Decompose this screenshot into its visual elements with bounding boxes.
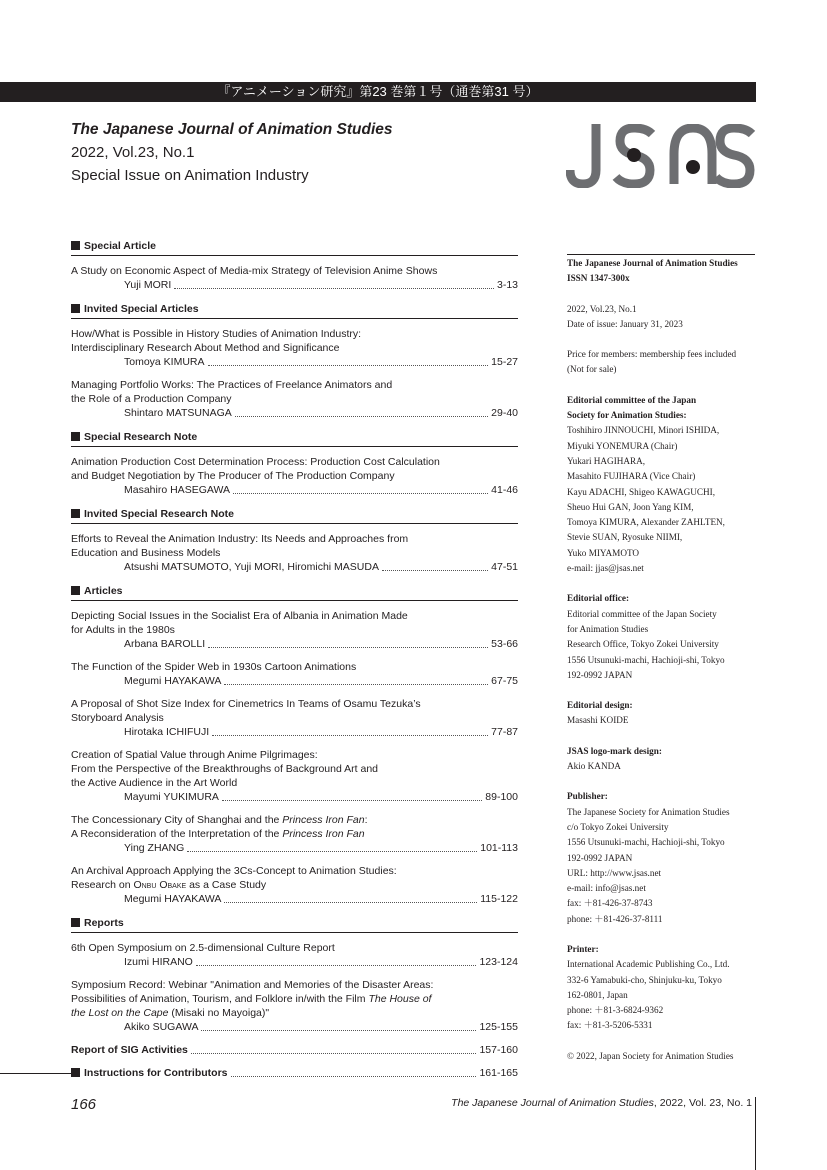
entry-pages: 53-66 [491,638,518,650]
entry-title: Research on Onbu Obake as a Case Study [71,879,267,891]
entry-title: Efforts to Reveal the Animation Industry: Its Needs and Approaches from [71,533,409,545]
entry-author: Megumi HAYAKAWA [124,675,222,687]
committee-heading: Editorial committee of the Japan [567,394,697,405]
entry-pages: 161-165 [479,1067,518,1079]
square-bullet-icon [71,304,80,313]
entry-title: The Concessionary City of Shanghai and the Princess Iron Fan: [71,814,368,826]
entry-pages: 89-100 [485,791,518,803]
entry-title: the Lost on the Cape (Misaki no Mayoiga)" [71,1007,270,1019]
section-heading: Invited Special Research Note [71,506,518,524]
entry-author: Shintaro MATSUNAGA [124,407,232,419]
square-bullet-icon [71,432,80,441]
design-heading: Editorial design: [567,700,633,711]
committee-heading: Society for Animation Studies: [567,410,687,421]
section-heading: Invited Special Articles [71,301,518,319]
publisher-url[interactable]: URL: http://www.jsas.net [567,867,662,878]
entry-pages: 41-46 [491,484,518,496]
entry-title: A Proposal of Shot Size Index for Cinemetrics In Teams of Osamu Tezuka’s [71,698,421,710]
toc-entry[interactable] [71,697,518,739]
square-bullet-icon [71,918,80,927]
square-bullet-icon [71,509,80,518]
committee-email[interactable]: e-mail: jjas@jsas.net [567,563,644,574]
entry-pages: 15-27 [491,356,518,368]
entry-author: Masahiro HASEGAWA [124,484,230,496]
entry-title: Possibilities of Animation, Tourism, and Folklore in/with the Film The House of [71,993,432,1005]
jsas-logo [566,124,756,188]
entry-title: Creation of Spatial Value through Anime Pilgrimages: [71,749,318,761]
entry-author: Izumi HIRANO [124,956,193,968]
entry-title: Symposium Record: Webinar "Animation and Memories of the Disaster Areas: [71,979,434,991]
entry-author: Arbana BAROLLI [124,638,206,650]
toc-entry[interactable] [71,264,518,292]
toc-entry[interactable] [71,978,518,1034]
toc-entry[interactable] [71,609,518,651]
entry-title: and Budget Negotiation by The Producer of The Production Company [71,470,395,482]
square-bullet-icon [71,586,80,595]
colophon-price-note: (Not for sale) [567,364,617,375]
entry-pages: 101-113 [480,842,518,854]
toc-entry[interactable] [71,748,518,804]
entry-pages: 125-155 [479,1021,518,1033]
entry-title: Instructions for Contributors [71,1066,228,1080]
toc-entry-instructions[interactable] [71,1066,518,1080]
colophon-date: Date of issue: January 31, 2023 [567,318,683,329]
toc-entry[interactable] [71,327,518,369]
toc-entry[interactable] [71,455,518,497]
entry-pages: 77-87 [491,726,518,738]
publisher-email[interactable]: e-mail: info@jsas.net [567,883,646,894]
toc-entry[interactable] [71,941,518,969]
logo-design-heading: JSAS logo-mark design: [567,745,662,756]
section-heading: Special Research Note [71,429,518,447]
entry-pages: 157-160 [479,1044,518,1056]
footer-journal: The Japanese Journal of Animation Studies, 2022, Vol. 23, No. 1 [451,1097,752,1109]
entry-title: Animation Production Cost Determination Process: Production Cost Calculation [71,456,440,468]
entry-title: The Function of the Spider Web in 1930s Cartoon Animations [71,661,357,673]
entry-title: for Adults in the 1980s [71,624,175,636]
journal-title: The Japanese Journal of Animation Studies [71,121,393,138]
toc-entry[interactable] [71,864,518,906]
colophon-journal: The Japanese Journal of Animation Studies [567,258,738,268]
entry-title: A Study on Economic Aspect of Media-mix Strategy of Television Anime Shows [71,265,438,277]
entry-author: Akiko SUGAWA [124,1021,199,1033]
section-heading: Reports [71,915,518,933]
entry-author: Atsushi MATSUMOTO, Yuji MORI, Hiromichi MASUDA [124,561,379,573]
office-heading: Editorial office: [567,593,629,604]
table-of-contents [71,238,518,1089]
toc-entry-sig[interactable] [71,1043,518,1057]
special-issue-title: Special Issue on Animation Industry [71,167,309,184]
toc-entry[interactable] [71,813,518,855]
printer-heading: Printer: [567,943,599,954]
entry-title: Depicting Social Issues in the Socialist Era of Albania in Animation Made [71,610,408,622]
entry-title: 6th Open Symposium on 2.5-dimensional Culture Report [71,942,335,954]
square-bullet-icon [71,241,80,250]
toc-entry[interactable] [71,532,518,574]
entry-pages: 67-75 [491,675,518,687]
entry-pages: 29-40 [491,407,518,419]
entry-title: From the Perspective of the Breakthroughs of Background Art and [71,763,379,775]
journal-volume: 2022, Vol.23, No.1 [71,144,195,161]
entry-author: Mayumi YUKIMURA [124,791,219,803]
copyright: © 2022, Japan Society for Animation Studies [567,1050,734,1061]
entry-title: Report of SIG Activities [71,1044,188,1056]
entry-title: Managing Portfolio Works: The Practices of Freelance Animators and [71,379,393,391]
entry-author: Hirotaka ICHIFUJI [124,726,210,738]
entry-title: the Active Audience in the Art World [71,777,238,789]
entry-pages: 123-124 [479,956,518,968]
entry-pages: 3-13 [496,279,518,291]
entry-title: Storyboard Analysis [71,712,164,724]
entry-title: Education and Business Models [71,547,221,559]
entry-pages: 47-51 [491,561,518,573]
entry-title: Interdisciplinary Research About Method and Significance [71,342,340,354]
section-heading: Articles [71,583,518,601]
header-bar: 『アニメーション研究』第23 巻第１号（通巻第31 号） [0,82,756,102]
entry-author: Tomoya KIMURA [124,356,205,368]
section-heading: Special Article [71,238,518,256]
entry-title: How/What is Possible in History Studies of Animation Industry: [71,328,362,340]
publisher-heading: Publisher: [567,791,608,802]
colophon-issn: ISSN 1347-300x [567,273,630,284]
entry-title: the Role of a Production Company [71,393,232,405]
toc-entry[interactable] [71,378,518,420]
entry-author: Yuji MORI [124,279,172,291]
toc-entry[interactable] [71,660,518,688]
colophon-price: Price for members: membership fees included [567,349,737,360]
entry-title: An Archival Approach Applying the 3Cs-Concept to Animation Studies: [71,865,397,877]
page-number: 166 [71,1096,97,1113]
entry-author: Megumi HAYAKAWA [124,893,222,905]
entry-title: A Reconsideration of the Interpretation of the Princess Iron Fan [71,828,365,840]
entry-author: Ying ZHANG [124,842,185,854]
footer-vertical-rule [755,1097,756,1170]
entry-pages: 115-122 [480,893,518,905]
journal-header [71,121,393,190]
colophon-volume: 2022, Vol.23, No.1 [567,303,637,314]
colophon: The Japanese Journal of Animation Studies ISSN 1347-300x 2022, Vol.23, No.1 Date of issue: January 31, 2023 Price for members: membership fees included (Not for sale) Editorial committee of the Japan Society for Animation Studies: Toshihiro JINNOUCHI, Minori ISHIDA, Miyuki YONEMURA (Chair) Yukari HAGIHARA, Masahito FUJIHARA (Vice Chair) Kayu ADACHI, Shigeo KAWAGUCHI, Sheuo Hui GAN, Joon Yang KIM, Tomoya KIMURA, Alexander ZAHLTEN, Stevie SUAN, Ryosuke NIIMI, Yuko MIYAMOTO e-mail: jjas@jsas.net Editorial office: Editorial committee of the Japan Society for Animation Studies Research Office, Tokyo Zokei University 1556 Utsunuki-machi, Hachioji-shi, Tokyo 192-0992 JAPAN Editorial design: Masashi KOIDE JSAS logo-mark design: Akio KANDA Publisher: The Japanese Society for Animation Studies c/o Tokyo Zokei University 1556 Utsunuki-machi, Hachioji-shi, Tokyo 192-0992 JAPAN URL: http://www.jsas.net e-mail: info@jsas.net fax: ＋81-426-37-8743 phone: ＋81-426-37-8111 Printer: International Academic Publishing Co., Ltd. 332-6 Yamabuki-cho, Shinjuku-ku, Tokyo 162-0801, Japan phone: ＋81-3-6824-9362 fax: ＋81-3-5206-5331 © 2022, Japan Society for Animation Studies [567,254,755,1079]
footer-rule [0,1073,75,1074]
